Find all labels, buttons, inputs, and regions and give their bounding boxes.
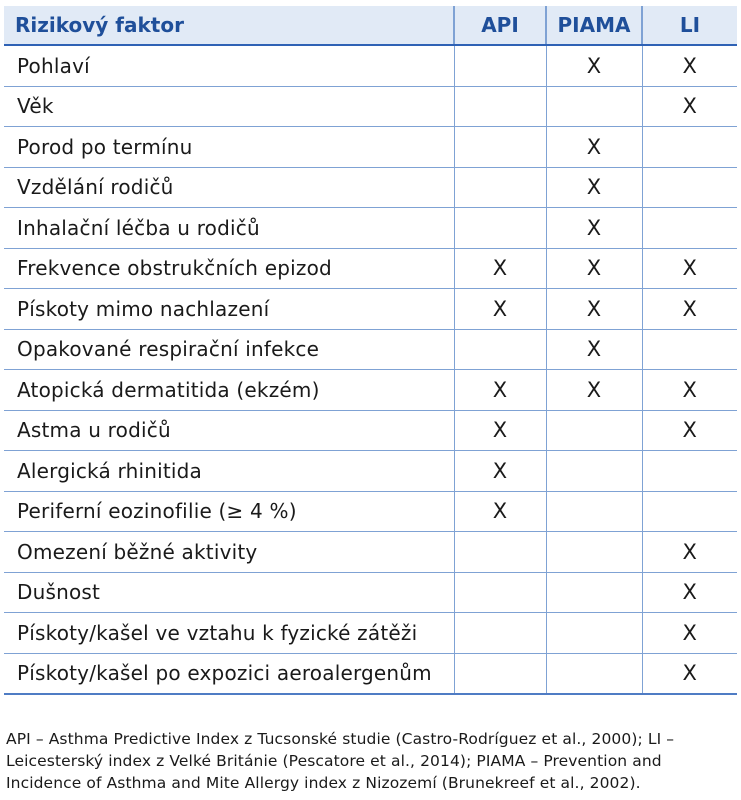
piama-mark-cell: X	[546, 208, 642, 249]
li-mark-cell	[642, 167, 737, 208]
risk-factor-table	[4, 6, 737, 695]
risk-factor-cell: Opakované respirační infekce	[4, 329, 454, 370]
risk-factor-cell: Porod po termínu	[4, 127, 454, 168]
api-mark-cell: X	[454, 451, 546, 492]
piama-mark-cell	[546, 410, 642, 451]
header-api: API	[454, 6, 546, 45]
li-mark-cell: X	[642, 248, 737, 289]
li-mark-cell	[642, 329, 737, 370]
api-mark-cell	[454, 613, 546, 654]
api-mark-cell	[454, 653, 546, 694]
risk-factor-table-container	[4, 6, 737, 695]
piama-mark-cell	[546, 491, 642, 532]
api-mark-cell	[454, 167, 546, 208]
piama-mark-cell: X	[546, 248, 642, 289]
table-row	[4, 572, 737, 613]
piama-mark-cell: X	[546, 289, 642, 330]
api-mark-cell: X	[454, 248, 546, 289]
piama-mark-cell: X	[546, 167, 642, 208]
piama-mark-cell: X	[546, 370, 642, 411]
li-mark-cell: X	[642, 532, 737, 573]
api-mark-cell: X	[454, 289, 546, 330]
header-li: LI	[642, 6, 737, 45]
li-mark-cell	[642, 208, 737, 249]
api-mark-cell	[454, 208, 546, 249]
li-mark-cell: X	[642, 86, 737, 127]
li-mark-cell	[642, 127, 737, 168]
table-row	[4, 86, 737, 127]
api-mark-cell	[454, 127, 546, 168]
piama-mark-cell	[546, 451, 642, 492]
risk-factor-cell: Věk	[4, 86, 454, 127]
risk-factor-cell: Frekvence obstrukčních epizod	[4, 248, 454, 289]
risk-factor-cell: Periferní eozinofilie (≥ 4 %)	[4, 491, 454, 532]
api-mark-cell	[454, 86, 546, 127]
table-row	[4, 653, 737, 694]
risk-factor-cell: Pískoty mimo nachlazení	[4, 289, 454, 330]
li-mark-cell: X	[642, 613, 737, 654]
table-header	[4, 6, 737, 45]
li-mark-cell: X	[642, 45, 737, 86]
api-mark-cell: X	[454, 370, 546, 411]
table-footnote: API – Asthma Predictive Index z Tucsonské studie (Castro-Rodríguez et al., 2000); LI – Leicesterský index z Velké Británie (Pescatore et al., 2014); PIAMA – Prevention and Incidence of Asthma and Mite Allergy index z Nizozemí (Brunekreef et al., 2002).	[6, 730, 675, 792]
table-row	[4, 532, 737, 573]
risk-factor-cell: Inhalační léčba u rodičů	[4, 208, 454, 249]
api-mark-cell	[454, 329, 546, 370]
table-row	[4, 289, 737, 330]
li-mark-cell: X	[642, 370, 737, 411]
piama-mark-cell	[546, 653, 642, 694]
table-row	[4, 451, 737, 492]
piama-mark-cell	[546, 532, 642, 573]
risk-factor-cell: Alergická rhinitida	[4, 451, 454, 492]
table-row	[4, 613, 737, 654]
risk-factor-cell: Pohlaví	[4, 45, 454, 86]
risk-factor-cell: Pískoty/kašel po expozici aeroalergenům	[4, 653, 454, 694]
risk-factor-cell: Dušnost	[4, 572, 454, 613]
risk-factor-cell: Pískoty/kašel ve vztahu k fyzické zátěži	[4, 613, 454, 654]
header-risk-factor: Rizikový faktor	[4, 6, 454, 45]
li-mark-cell: X	[642, 653, 737, 694]
risk-factor-cell: Atopická dermatitida (ekzém)	[4, 370, 454, 411]
risk-factor-cell: Vzdělání rodičů	[4, 167, 454, 208]
li-mark-cell: X	[642, 410, 737, 451]
table-row	[4, 491, 737, 532]
table-row	[4, 248, 737, 289]
piama-mark-cell	[546, 572, 642, 613]
table-row	[4, 329, 737, 370]
header-piama: PIAMA	[546, 6, 642, 45]
piama-mark-cell	[546, 86, 642, 127]
table-body	[4, 45, 737, 694]
table-row	[4, 127, 737, 168]
table-row	[4, 167, 737, 208]
api-mark-cell: X	[454, 491, 546, 532]
table-row	[4, 370, 737, 411]
piama-mark-cell: X	[546, 329, 642, 370]
li-mark-cell: X	[642, 572, 737, 613]
api-mark-cell: X	[454, 410, 546, 451]
piama-mark-cell: X	[546, 127, 642, 168]
table-row	[4, 410, 737, 451]
risk-factor-cell: Omezení běžné aktivity	[4, 532, 454, 573]
api-mark-cell	[454, 532, 546, 573]
piama-mark-cell	[546, 613, 642, 654]
table-row	[4, 45, 737, 86]
piama-mark-cell: X	[546, 45, 642, 86]
li-mark-cell	[642, 451, 737, 492]
api-mark-cell	[454, 45, 546, 86]
li-mark-cell: X	[642, 289, 737, 330]
risk-factor-cell: Astma u rodičů	[4, 410, 454, 451]
li-mark-cell	[642, 491, 737, 532]
api-mark-cell	[454, 572, 546, 613]
header-row	[4, 6, 737, 45]
table-row	[4, 208, 737, 249]
